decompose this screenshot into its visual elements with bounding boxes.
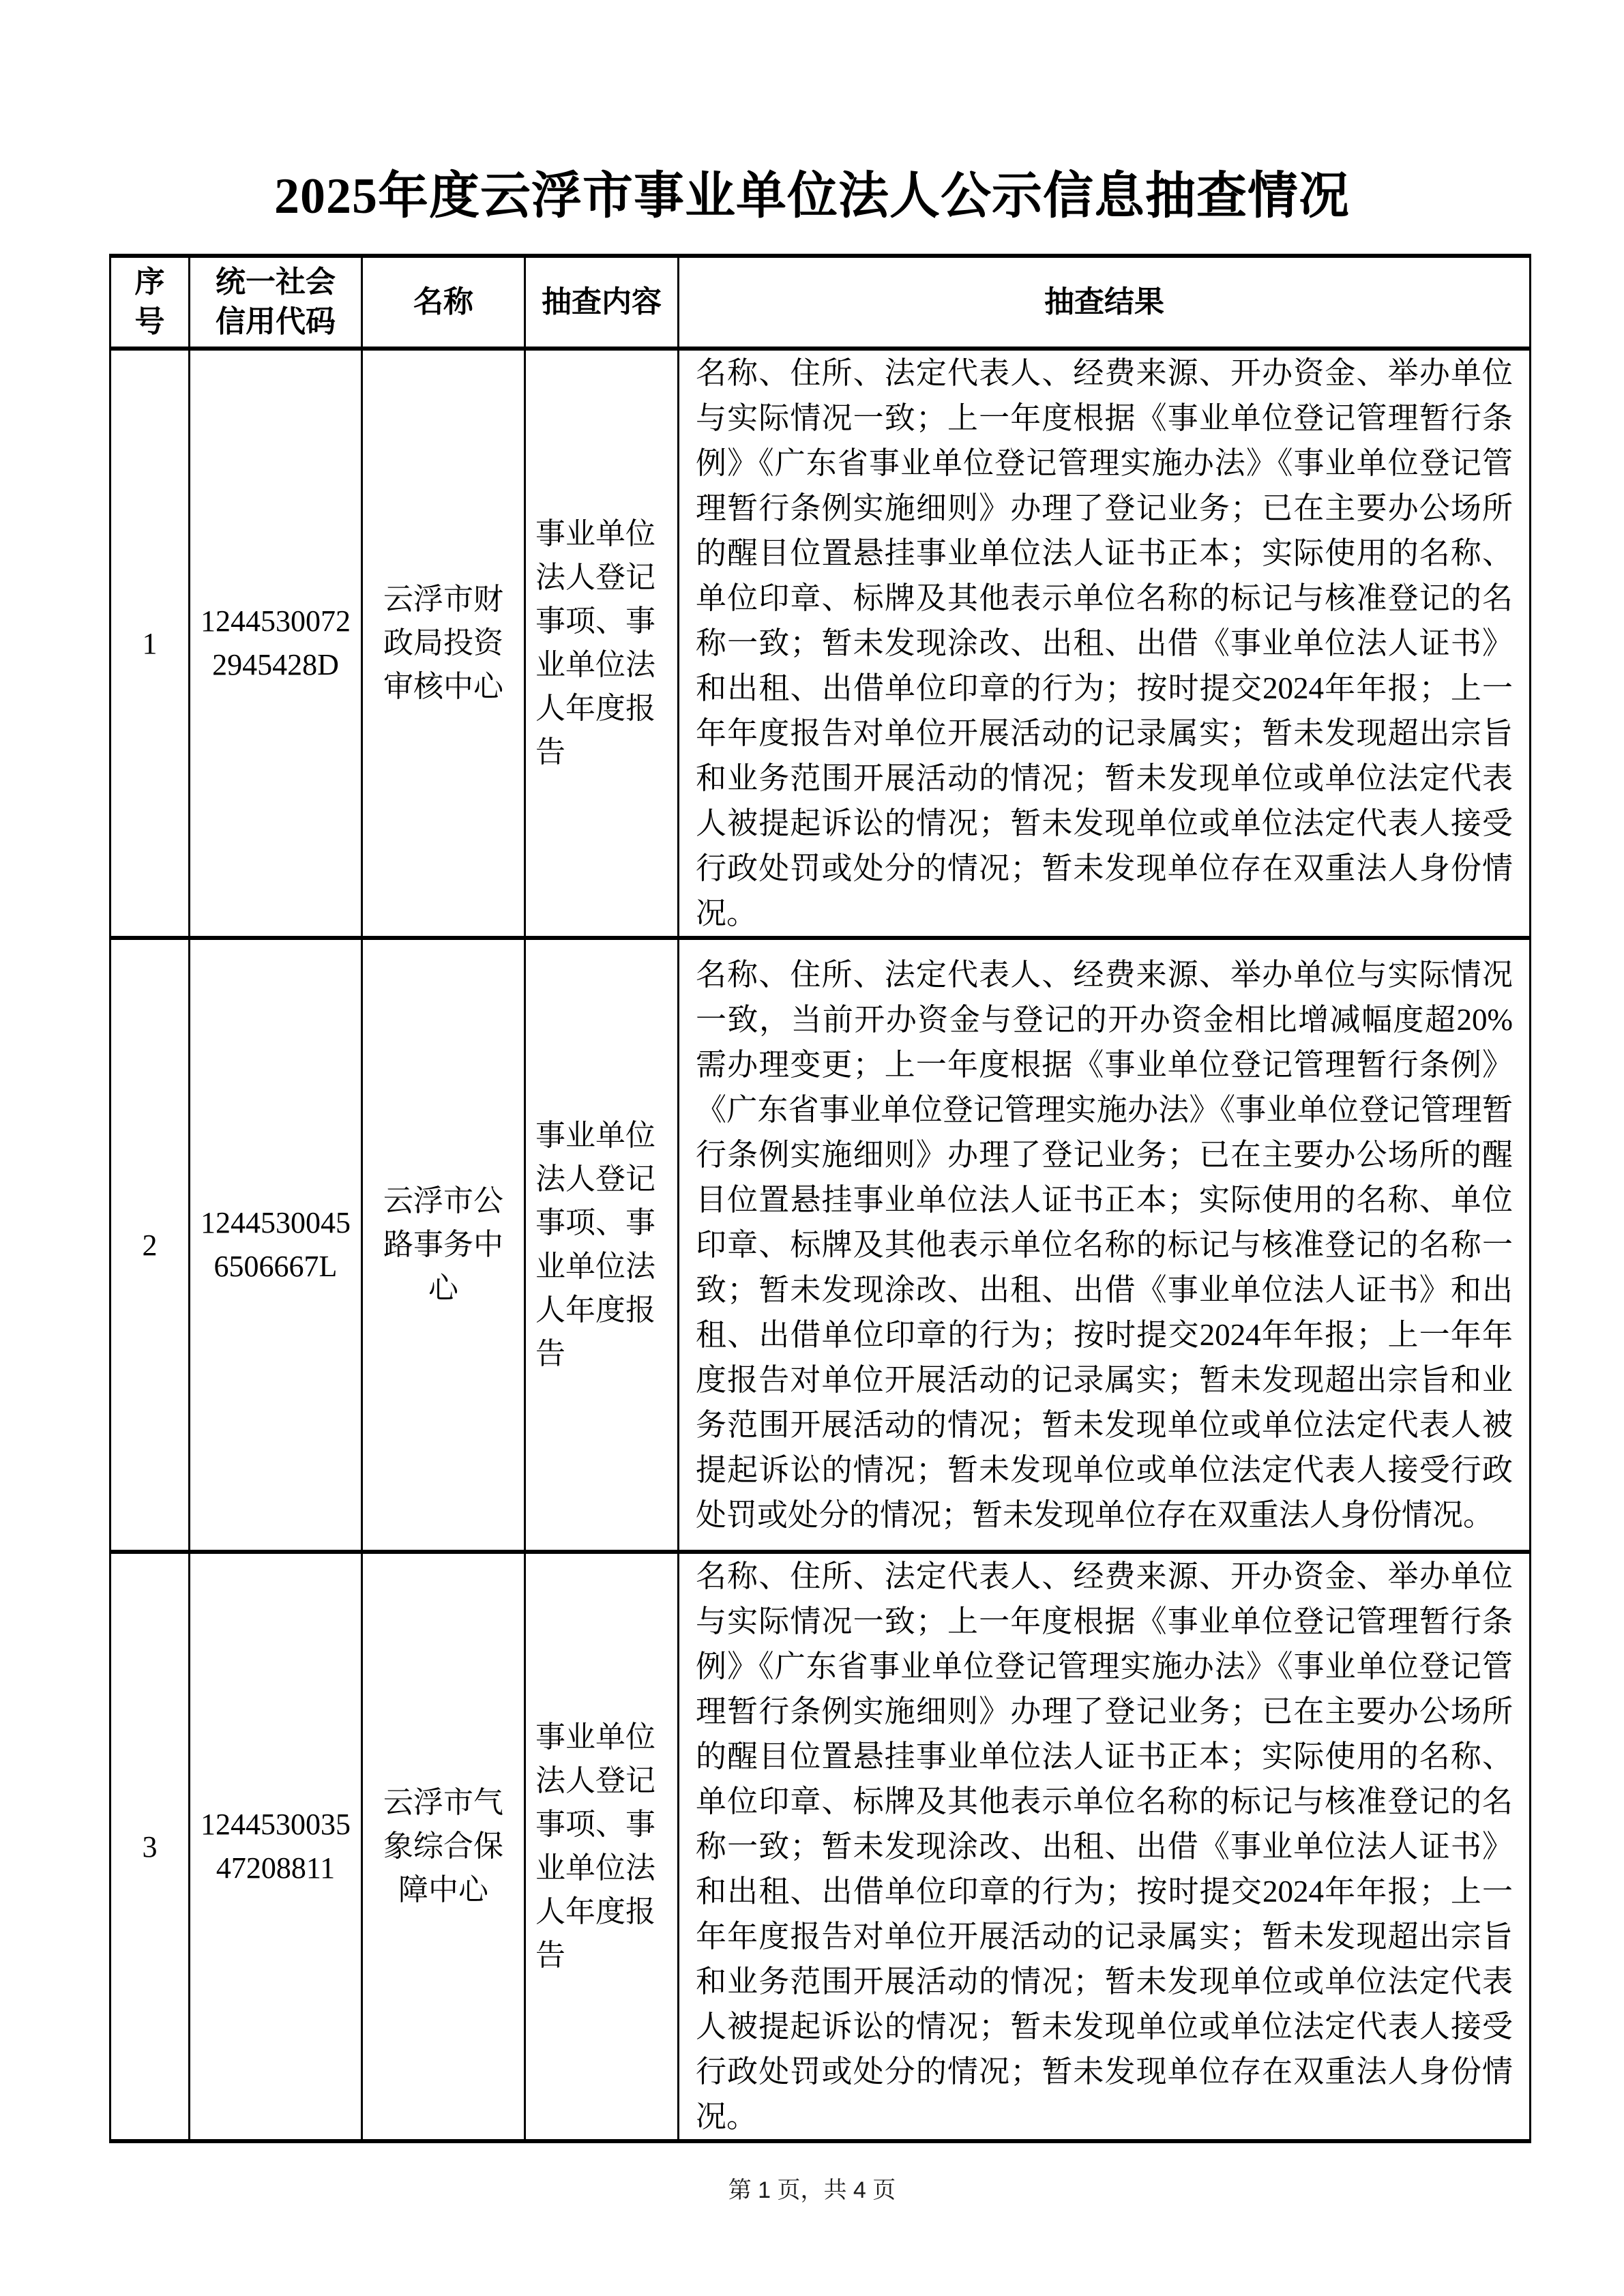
cell-index: 2	[110, 938, 190, 1552]
cell-inspection-result: 名称、住所、法定代表人、经费来源、举办单位与实际情况一致，当前开办资金与登记的开办资金相比增减幅度超20%需办理变更；上一年度根据《事业单位登记管理暂行条例》《广东省事业单位登记管理实施办法》《事业单位登记管理暂行条例实施细则》办理了登记业务；已在主要办公场所的醒目位置悬挂事业单位法人证书正本；实际使用的名称、单位印章、标牌及其他表示单位名称的标记与核准登记的名称一致；暂未发现涂改、出租、出借《事业单位法人证书》和出租、出借单位印章的行为；按时提交2024年年报；上一年年度报告对单位开展活动的记录属实；暂未发现超出宗旨和业务范围开展活动的情况；暂未发现单位或单位法定代表人被提起诉讼的情况；暂未发现单位或单位法定代表人接受行政处罚或处分的情况；暂未发现单位存在双重法人身份情况。	[679, 938, 1531, 1552]
cell-inspection-content: 事业单位法人登记事项、事业单位法人年度报告	[525, 938, 679, 1552]
cell-unit-name: 云浮市气象综合保障中心	[362, 1552, 525, 2141]
page-footer: 第 1 页，共 4 页	[728, 2177, 896, 2203]
cell-credit-code: 12445300722945428D	[190, 349, 362, 938]
cell-credit-code: 124453003547208811	[190, 1552, 362, 2141]
cell-inspection-result: 名称、住所、法定代表人、经费来源、开办资金、举办单位与实际情况一致；上一年度根据《事业单位登记管理暂行条例》《广东省事业单位登记管理实施办法》《事业单位登记管理暂行条例实施细则》办理了登记业务；已在主要办公场所的醒目位置悬挂事业单位法人证书正本；实际使用的名称、单位印章、标牌及其他表示单位名称的标记与核准登记的名称一致；暂未发现涂改、出租、出借《事业单位法人证书》和出租、出借单位印章的行为；按时提交2024年年报；上一年年度报告对单位开展活动的记录属实；暂未发现超出宗旨和业务范围开展活动的情况；暂未发现单位或单位法定代表人被提起诉讼的情况；暂未发现单位或单位法定代表人接受行政处罚或处分的情况；暂未发现单位存在双重法人身份情况。	[679, 349, 1531, 938]
cell-credit-code: 12445300456506667L	[190, 938, 362, 1552]
col-header-inspection-content: 抽查内容	[525, 256, 679, 349]
cell-unit-name: 云浮市财政局投资审核中心	[362, 349, 525, 938]
cell-unit-name: 云浮市公路事务中心	[362, 938, 525, 1552]
table-row	[110, 349, 1531, 938]
inspection-table	[109, 254, 1531, 2143]
cell-index: 3	[110, 1552, 190, 2141]
col-header-name: 名称	[362, 256, 525, 349]
table-row	[110, 938, 1531, 1552]
cell-inspection-content: 事业单位法人登记事项、事业单位法人年度报告	[525, 1552, 679, 2141]
cell-inspection-result: 名称、住所、法定代表人、经费来源、开办资金、举办单位与实际情况一致；上一年度根据《事业单位登记管理暂行条例》《广东省事业单位登记管理实施办法》《事业单位登记管理暂行条例实施细则》办理了登记业务；已在主要办公场所的醒目位置悬挂事业单位法人证书正本；实际使用的名称、单位印章、标牌及其他表示单位名称的标记与核准登记的名称一致；暂未发现涂改、出租、出借《事业单位法人证书》和出租、出借单位印章的行为；按时提交2024年年报；上一年年度报告对单位开展活动的记录属实；暂未发现超出宗旨和业务范围开展活动的情况；暂未发现单位或单位法定代表人被提起诉讼的情况；暂未发现单位或单位法定代表人接受行政处罚或处分的情况；暂未发现单位存在双重法人身份情况。	[679, 1552, 1531, 2141]
col-header-credit-code: 统一社会信用代码	[190, 256, 362, 349]
page-title: 2025年度云浮市事业单位法人公示信息抽查情况	[274, 168, 1350, 224]
table-header-row	[110, 256, 1531, 349]
col-header-inspection-result: 抽查结果	[679, 256, 1531, 349]
table-row	[110, 1552, 1531, 2141]
cell-index: 1	[110, 349, 190, 938]
col-header-index: 序号	[110, 256, 190, 349]
cell-inspection-content: 事业单位法人登记事项、事业单位法人年度报告	[525, 349, 679, 938]
